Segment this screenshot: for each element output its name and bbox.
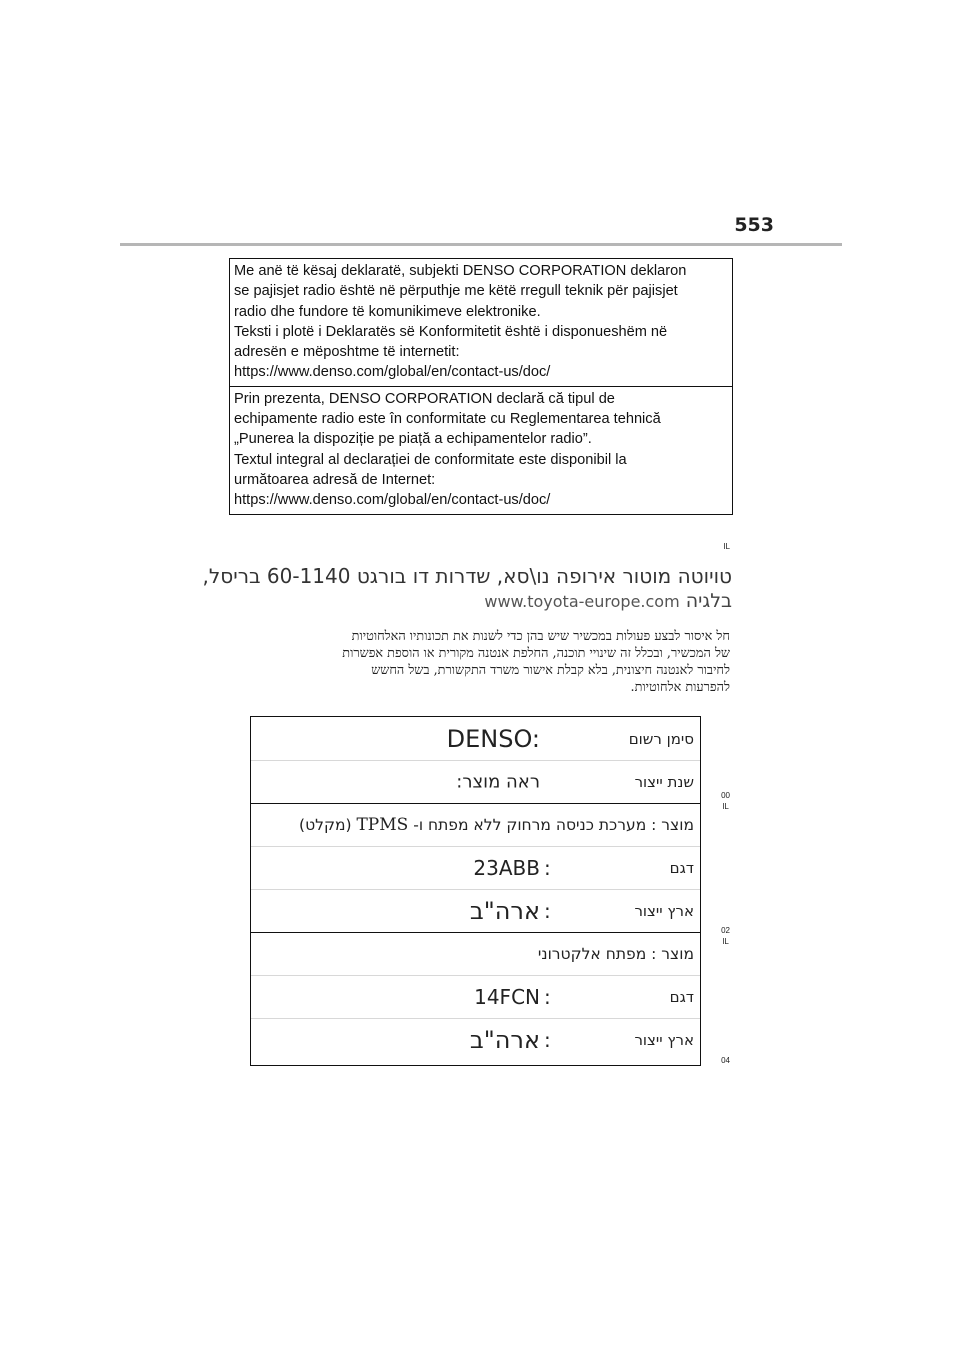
declaration-url: https://www.denso.com/global/en/contact-us/doc/ bbox=[234, 364, 551, 381]
declaration-line: Me anë të kësaj deklaratë, subjekti DENSO CORPORATION deklaron bbox=[234, 263, 687, 279]
row-product-text: מוצר : מפתח אלקטרוני bbox=[537, 945, 694, 963]
row-separator: : bbox=[544, 1028, 551, 1052]
declaration-line: Textul integral al declarației de conformitate este disponibil la bbox=[234, 451, 627, 468]
row-value: ארה"ב bbox=[469, 897, 540, 925]
address-line-1: טויוטה מוטור אירופה נו\סא, שדרות דו בורגט 60-1140 בריסל, bbox=[202, 564, 732, 588]
product-suffix: (מקלט) bbox=[299, 816, 357, 834]
row-separator: : bbox=[544, 856, 551, 880]
side-code-number: 00 bbox=[721, 791, 730, 800]
side-code-02 bbox=[721, 925, 730, 947]
row-value: ארה"ב bbox=[469, 1026, 540, 1054]
table-row-country bbox=[251, 889, 700, 932]
declaration-line: următoarea adresă de Internet: bbox=[234, 471, 436, 488]
table-row-trademark bbox=[251, 717, 700, 760]
side-code-label: IL bbox=[722, 937, 729, 946]
side-code-number: 04 bbox=[721, 1056, 730, 1065]
row-label: ארץ ייצור bbox=[634, 902, 694, 920]
table-row-product bbox=[251, 932, 700, 975]
declaration-line: echipamente radio este în conformitate cu Reglementarea tehnică bbox=[234, 411, 661, 428]
product-tpms: TPMS bbox=[356, 815, 409, 835]
table-row-model bbox=[251, 846, 700, 889]
row-value: DENSO: bbox=[446, 724, 540, 753]
page-number: 553 bbox=[734, 214, 774, 236]
row-label: דגם bbox=[669, 859, 694, 877]
notice-line: של המכשיר, ובכלל זה שינויי תוכנה, החלפת אנטנה מקורית או הוספת אפשרות bbox=[342, 646, 730, 661]
side-code-04 bbox=[721, 1055, 730, 1066]
row-label: דגם bbox=[669, 988, 694, 1006]
declaration-albanian bbox=[230, 259, 732, 386]
side-code-label: IL bbox=[722, 802, 729, 811]
row-label: ארץ ייצור bbox=[634, 1031, 694, 1049]
declaration-line: se pajisjet radio është në përputhje me këtë rregull teknik për pajisjet bbox=[234, 283, 678, 300]
address-country: בלגיה bbox=[685, 590, 732, 612]
table-row-model bbox=[251, 975, 700, 1018]
header-rule bbox=[120, 243, 842, 246]
product-name: מוצר : מערכת כניסה מרחוק ללא מפתח ו- bbox=[408, 816, 694, 834]
row-separator: : bbox=[544, 899, 551, 923]
wireless-notice bbox=[230, 628, 730, 696]
declaration-table bbox=[229, 258, 733, 515]
row-product-text bbox=[299, 815, 694, 835]
side-code-il bbox=[723, 541, 730, 552]
declaration-line: radio dhe fundore të komunikimeve elektronike. bbox=[234, 303, 541, 320]
table-row-product bbox=[251, 803, 700, 846]
row-value: 14FCN bbox=[474, 985, 540, 1009]
declaration-line: Teksti i plotë i Deklaratës së Konformitetit është i disponueshëm në bbox=[234, 323, 668, 340]
side-code-00 bbox=[721, 790, 730, 812]
address-url: www.toyota-europe.com bbox=[484, 592, 680, 611]
row-value: 23ABB bbox=[473, 856, 540, 880]
side-code-number: 02 bbox=[721, 926, 730, 935]
declaration-line: adresën e mëposhtme të internetit: bbox=[234, 344, 460, 361]
row-value: ראה מוצר: bbox=[456, 771, 540, 793]
declaration-line: Prin prezenta, DENSO CORPORATION declară că tipul de bbox=[234, 390, 615, 407]
row-label: שנת ייצור bbox=[634, 773, 694, 791]
declaration-url: https://www.denso.com/global/en/contact-us/doc/ bbox=[234, 492, 551, 509]
declaration-romanian bbox=[230, 386, 732, 514]
side-code-label: IL bbox=[723, 542, 730, 551]
address-line-2 bbox=[476, 590, 732, 612]
product-info-table bbox=[250, 716, 701, 1066]
row-separator: : bbox=[544, 985, 551, 1009]
table-row-year bbox=[251, 760, 700, 803]
notice-line: להפרעות אלחוטיות. bbox=[630, 680, 730, 695]
notice-line: לחיבור לאנטנה חיצונית, בלא קבלת אישור משרד התקשורת, בשל החשש bbox=[371, 663, 730, 678]
row-label: סימן רשום bbox=[628, 729, 694, 748]
declaration-line: „Punerea la dispoziție pe piață a echipamentelor radio”. bbox=[234, 431, 592, 448]
table-row-country bbox=[251, 1018, 700, 1061]
notice-line: חל איסור לבצע פעולות במכשיר שיש בהן כדי לשנות את תכונותיו האלחוטיות bbox=[351, 629, 730, 644]
